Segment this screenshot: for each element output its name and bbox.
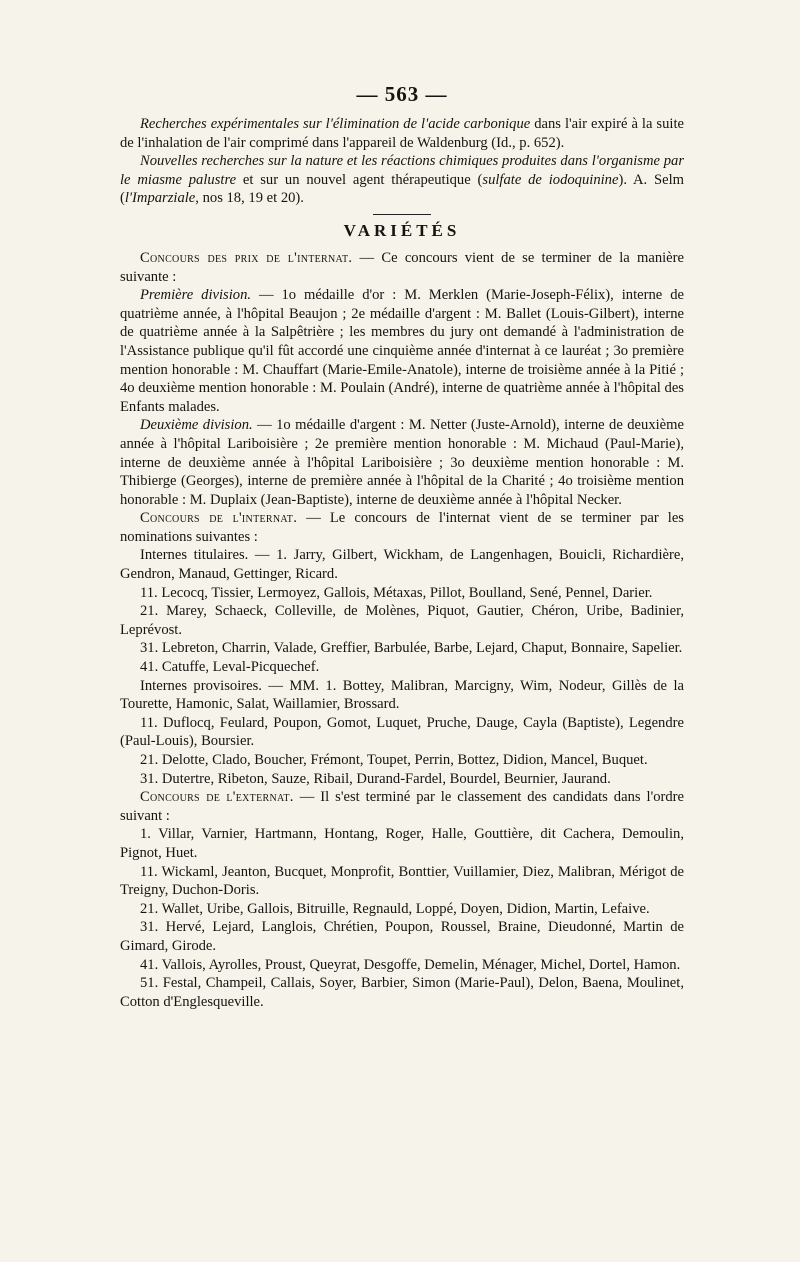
first-division-text: — 1o médaille d'or : M. Merklen (Marie-Joseph-Félix), interne de quatrième année, à l'hôpital Beaujon ; 2e médaille d'argent : M. Ballet (Louis-Gilbert), interne de quatrième année à la Salpêtrière ; les membres du jury ont demandé à l'administration de l'Assistance publique qu'il fût accordé une cinquième année d'internat à ce lauréat ; 3o première mention honorable : M. Chauffart (Marie-Emile-Anatole), interne de troisième année à la Pitié ; 4o deuxième mention honorable : M. Poulain (André), interne de quatrième année à l'hôpital des Enfants malades. xyxy=(120,287,684,415)
section-title: VARIÉTÉS xyxy=(343,220,461,240)
reference-italic-2: sulfate de iodoquinine xyxy=(482,171,619,188)
internat-line: Internes provisoires. — MM. 1. Bottey, Malibran, Marcigny, Wim, Nodeur, Gillès de la Tourette, Hamonic, Salat, Waillamier, Brossard. xyxy=(120,677,684,713)
internat-intro-text: — Le concours de l'internat vient de se terminer par les nominations suivantes : xyxy=(120,510,684,545)
internat-line: 41. Catuffe, Leval-Picquechef. xyxy=(140,659,320,676)
externat-line: 31. Hervé, Lejard, Langlois, Chrétien, Poupon, Roussel, Braine, Dieudonné, Martin de Gimard, Girode. xyxy=(120,919,684,954)
reference-entry-2 xyxy=(120,152,684,208)
prix-internat-intro xyxy=(120,249,684,286)
prix-internat-intro-text: — Ce concours vient de se terminer de la manière suivante : xyxy=(120,249,684,285)
reference-end-2: , nos 18, 19 et 20). xyxy=(195,190,304,207)
reference-title-1: Recherches expérimentales sur l'élimination de l'acide carbonique xyxy=(140,116,531,132)
externat-heading: Concours de l'externat. xyxy=(140,789,294,806)
reference-rest-1: dans l'air expiré à la suite de l'inhalation de l'air comprimé dans l'appareil de Waldenburg (Id., p. 652). xyxy=(120,116,684,151)
reference-rest-2: ). A. Selm ( xyxy=(120,171,684,207)
reference-mid-2: et sur un nouvel agent thérapeutique ( xyxy=(236,171,483,188)
reference-journal-2: l'Imparziale xyxy=(124,190,196,207)
internat-line: 21. Marey, Schaeck, Colleville, de Molènes, Piquot, Gautier, Chéron, Uribe, Badinier, Leprévost. xyxy=(120,603,684,638)
internat-line: 31. Lebreton, Charrin, Valade, Greffier, Barbulée, Barbe, Lejard, Chaput, Bonnaire, Sapelier. xyxy=(140,640,683,657)
externat-line: 21. Wallet, Uribe, Gallois, Bitruille, Regnauld, Loppé, Doyen, Didion, Martin, Lefaive. xyxy=(140,900,650,917)
internat-line: 11. Duflocq, Feulard, Poupon, Gomot, Luquet, Pruche, Dauge, Cayla (Baptiste), Legendre (Paul-Louis), Boursier. xyxy=(120,714,684,750)
internat-heading: Concours de l'internat. xyxy=(140,510,298,527)
externat-line: 1. Villar, Varnier, Hartmann, Hontang, Roger, Halle, Gouttière, dit Cachera, Demoulin, Pignot, Huet. xyxy=(120,826,684,861)
reference-entry-1 xyxy=(120,115,684,152)
second-division-text: — 1o médaille d'argent : M. Netter (Juste-Arnold), interne de deuxième année à l'hôpital Lariboisière ; 2e première mention honorable : M. Michaud (Paul-Marie), interne de deuxième année à l'hôpital Lariboisière ; 3o deuxième mention honorable : M. Thibierge (Georges), interne de première année à l'hôpital de la Charité ; 4o troisième mention honorable : M. Duplaix (Jean-Baptiste), interne de deuxième année à l'hôpital Necker. xyxy=(120,417,684,508)
externat-intro xyxy=(120,788,684,825)
prix-internat-heading: Concours des prix de l'internat. xyxy=(140,249,353,266)
second-division-paragraph xyxy=(120,416,684,509)
section-divider xyxy=(373,214,431,215)
internat-line: 11. Lecocq, Tissier, Lermoyez, Gallois, Métaxas, Pillot, Boulland, Sené, Pennel, Darier. xyxy=(140,584,653,601)
internat-intro xyxy=(120,509,684,546)
internat-line: Internes titulaires. — 1. Jarry, Gilbert, Wickham, de Langenhagen, Bouicli, Richardière, Gendron, Manaud, Gettinger, Ricard. xyxy=(120,547,684,583)
first-division-paragraph xyxy=(120,286,684,416)
internat-line: 21. Delotte, Clado, Boucher, Frémont, Toupet, Perrin, Bottez, Didion, Mancel, Buquet. xyxy=(140,752,648,768)
internat-line: 31. Dutertre, Ribeton, Sauze, Ribail, Durand-Fardel, Bourdel, Beurnier, Jaurand. xyxy=(140,770,611,787)
externat-intro-text: — Il s'est terminé par le classement des candidats dans l'ordre suivant : xyxy=(120,789,684,824)
first-division-label: Première division. xyxy=(140,287,252,304)
externat-line: 51. Festal, Champeil, Callais, Soyer, Barbier, Simon (Marie-Paul), Delon, Baena, Moulinet, Cotton d'Englesqueville. xyxy=(120,975,684,1010)
externat-line: 41. Vallois, Ayrolles, Proust, Queyrat, Desgoffe, Demelin, Ménager, Michel, Dortel, Hamon. xyxy=(140,956,681,973)
reference-title-2: Nouvelles recherches sur la nature et les réactions chimiques produites dans l'organisme par le miasme palustre xyxy=(120,153,684,188)
second-division-label: Deuxième division. xyxy=(140,417,253,434)
page-number: — 563 — xyxy=(356,82,448,106)
externat-line: 11. Wickaml, Jeanton, Bucquet, Monprofit, Bonttier, Vuillamier, Diez, Malibran, Mérigot de Treigny, Duchon-Doris. xyxy=(120,863,684,899)
